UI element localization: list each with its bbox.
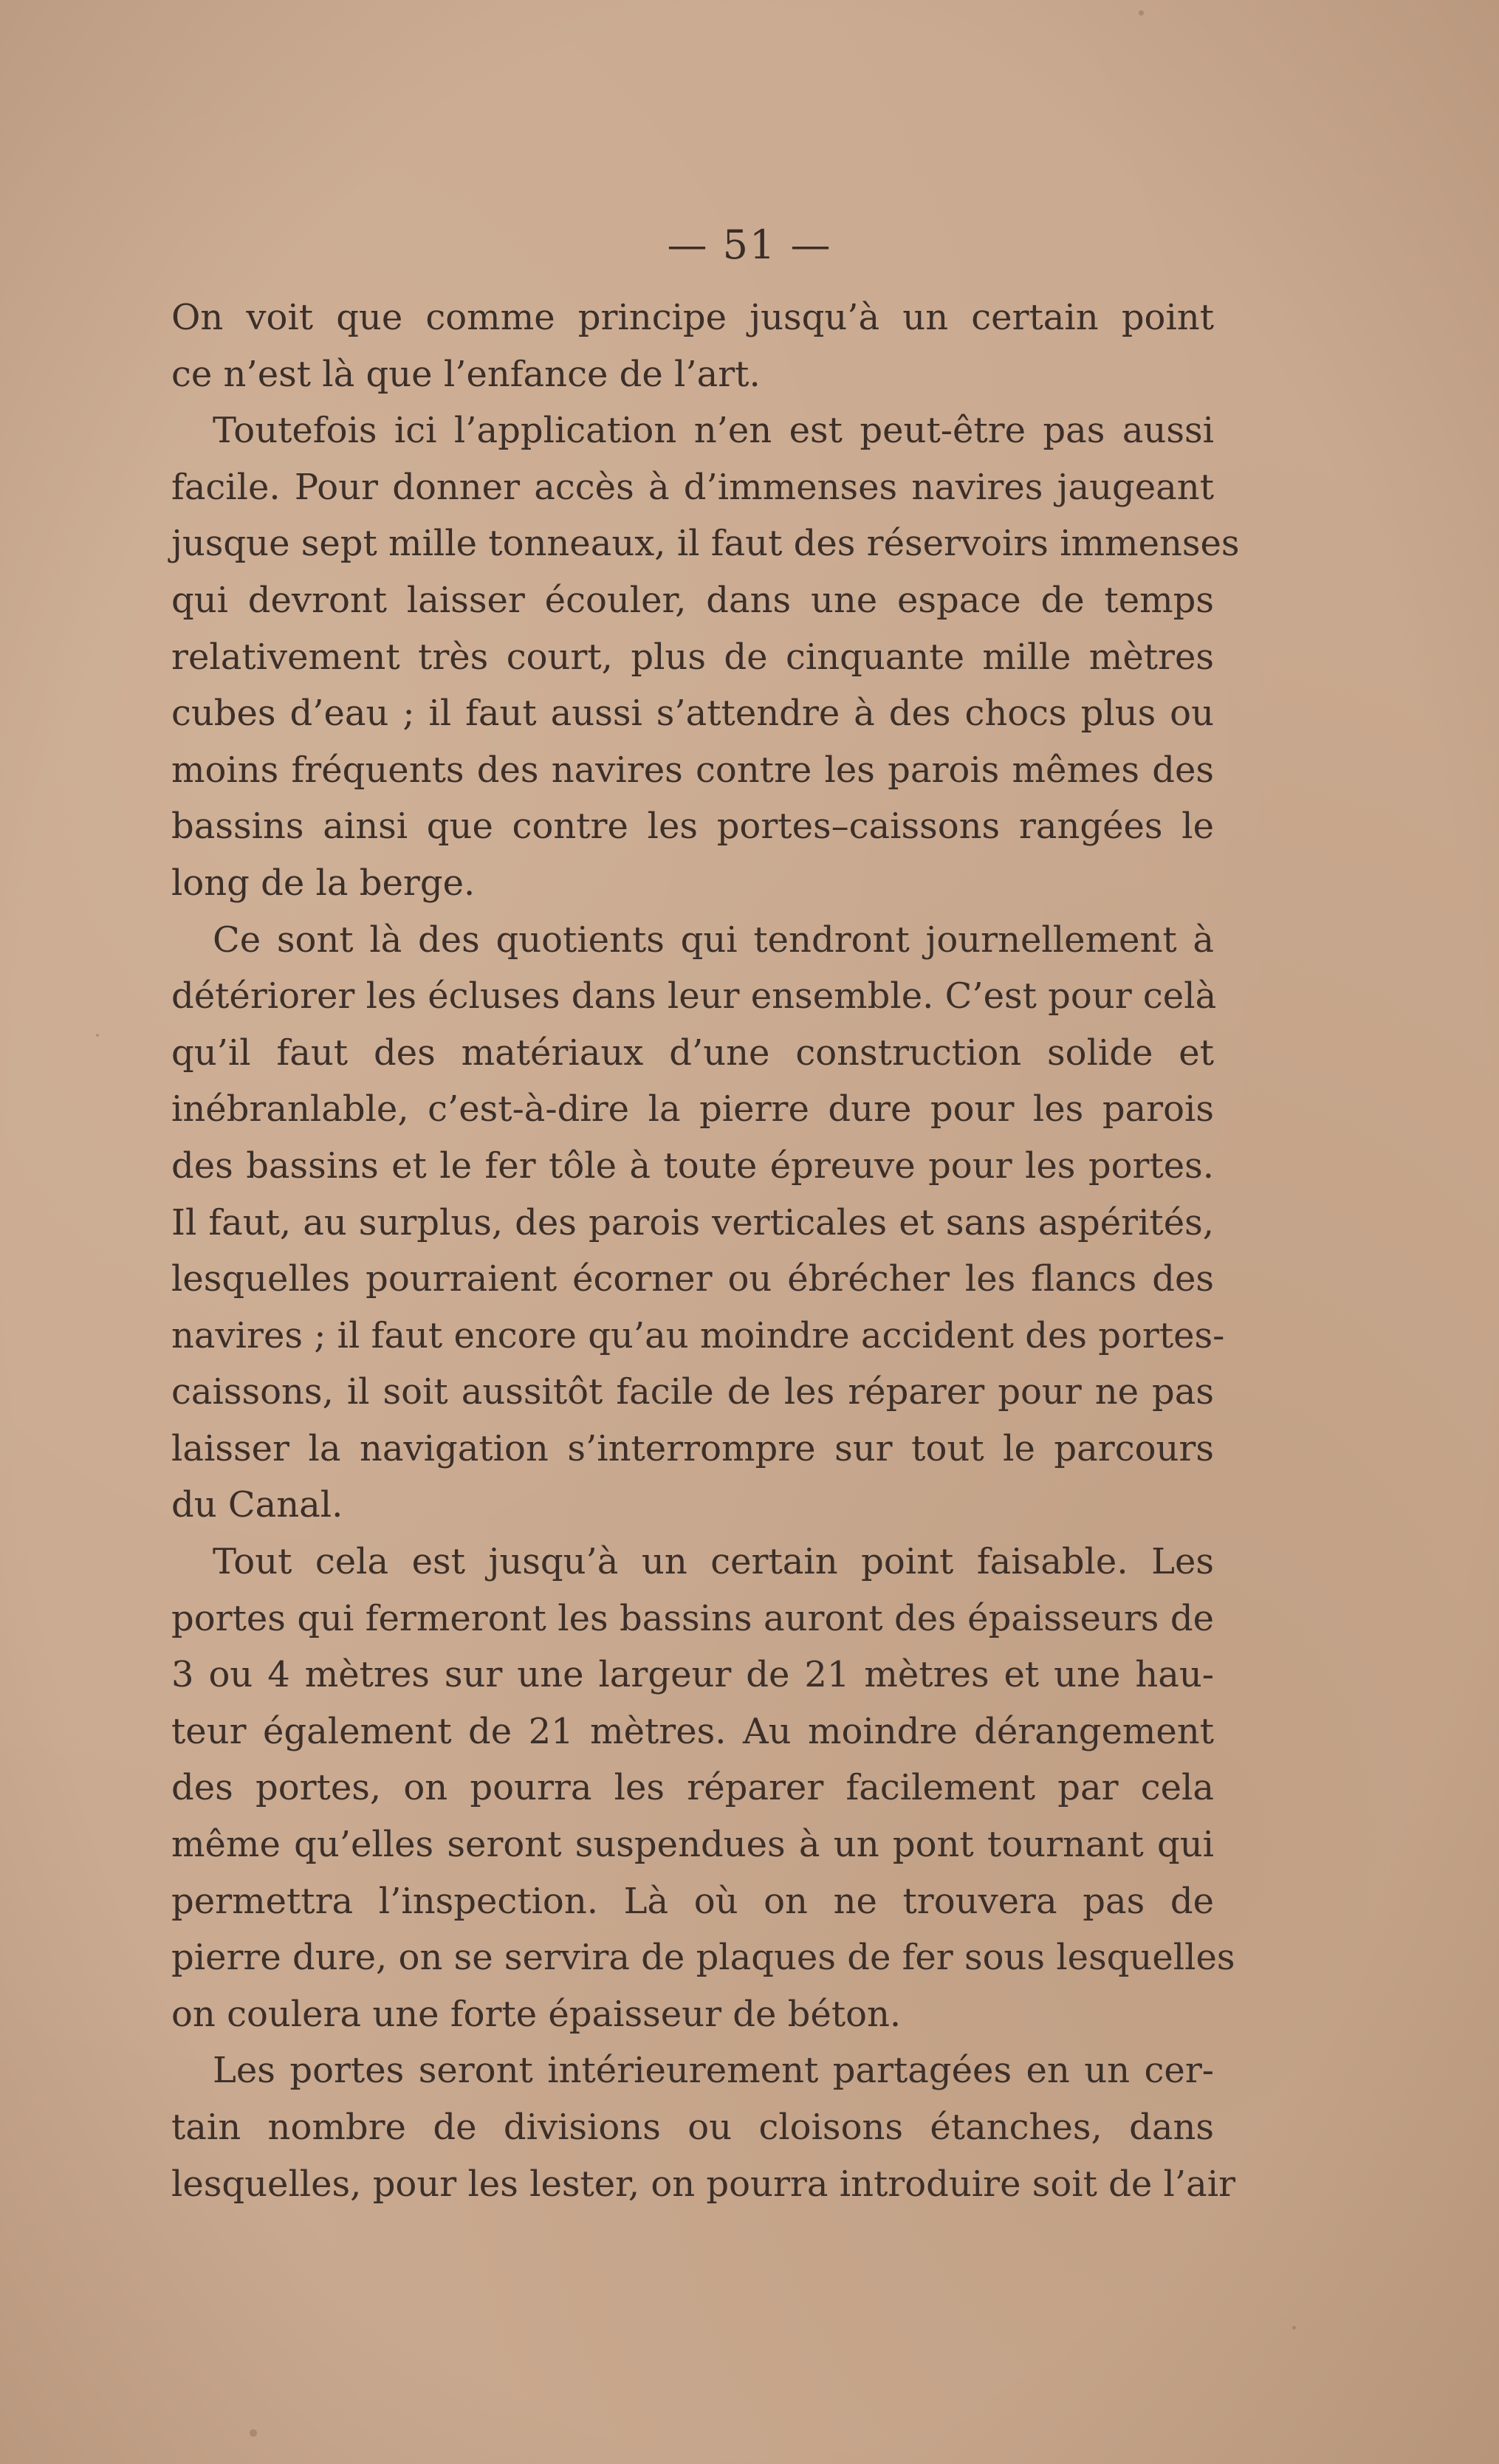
text-line: portes qui fermeront les bassins auront des épaisseurs de — [171, 1597, 1214, 1639]
page-body — [171, 289, 1240, 2212]
text-line: on coulera une forte épaisseur de béton. — [171, 1993, 902, 2035]
text-line: facile. Pour donner accès à d’immenses navires jaugeant — [171, 466, 1214, 508]
paper-speck — [96, 1034, 99, 1037]
text-line: navires ; il faut encore qu’au moindre accident des portes- — [171, 1314, 1225, 1356]
text-line: qu’il faut des matériaux d’une construction solide et — [171, 1032, 1214, 1074]
text-line: même qu’elles seront suspendues à un pont tournant qui — [171, 1824, 1214, 1866]
text-line: caissons, il soit aussitôt facile de les réparer pour ne pas — [171, 1371, 1214, 1413]
paper-speck — [250, 2429, 257, 2437]
text-line: Les portes seront intérieurement partagées en un cer- — [213, 2050, 1214, 2092]
paper-speck — [1292, 2326, 1296, 2330]
text-line: cubes d’eau ; il faut aussi s’attendre à des chocs plus ou — [171, 693, 1214, 735]
text-line: des portes, on pourra les réparer facilement par cela — [171, 1767, 1214, 1809]
text-line: pierre dure, on se servira de plaques de fer sous lesquelles — [171, 1937, 1235, 1979]
text-line: Il faut, au surplus, des parois verticales et sans aspérités, — [171, 1201, 1214, 1243]
text-line: bassins ainsi que contre les portes–caissons rangées le — [171, 806, 1214, 848]
text-line: Ce sont là des quotients qui tendront journellement à — [213, 919, 1214, 961]
page-number: — 51 — — [667, 222, 832, 268]
text-line: Toutefois ici l’application n’en est peut-être pas aussi — [213, 410, 1214, 452]
text-line: On voit que comme principe jusqu’à un certain point — [171, 297, 1214, 338]
text-line: 3 ou 4 mètres sur une largeur de 21 mètres et une hau- — [171, 1654, 1214, 1696]
text-line: lesquelles pourraient écorner ou ébrécher les flancs des — [171, 1258, 1214, 1300]
text-line: du Canal. — [171, 1484, 343, 1526]
text-line: inébranlable, c’est-à-dire la pierre dure pour les parois — [171, 1088, 1214, 1130]
text-line: laisser la navigation s’interrompre sur tout le parcours — [171, 1427, 1214, 1469]
text-line: lesquelles, pour les lester, on pourra introduire soit de l’air — [171, 2163, 1236, 2205]
text-line: teur également de 21 mètres. Au moindre dérangement — [171, 1710, 1214, 1752]
text-line: moins fréquents des navires contre les parois mêmes des — [171, 749, 1214, 791]
text-line: ce n’est là que l’enfance de l’art. — [171, 353, 761, 395]
text-line: tain nombre de divisions ou cloisons étanches, dans — [171, 2107, 1214, 2148]
text-line: long de la berge. — [171, 862, 476, 904]
text-line: qui devront laisser écouler, dans une espace de temps — [171, 579, 1214, 621]
text-line: jusque sept mille tonneaux, il faut des réservoirs immenses — [171, 523, 1240, 565]
text-line: permettra l’inspection. Là où on ne trouvera pas de — [171, 1880, 1214, 1922]
text-line: des bassins et le fer tôle à toute épreuve pour les portes. — [171, 1145, 1214, 1187]
text-line: détériorer les écluses dans leur ensemble. C’est pour celà — [171, 975, 1217, 1017]
text-line: relativement très court, plus de cinquante mille mètres — [171, 636, 1214, 678]
paper-speck — [1139, 10, 1144, 16]
text-line: Tout cela est jusqu’à un certain point faisable. Les — [213, 1541, 1214, 1583]
